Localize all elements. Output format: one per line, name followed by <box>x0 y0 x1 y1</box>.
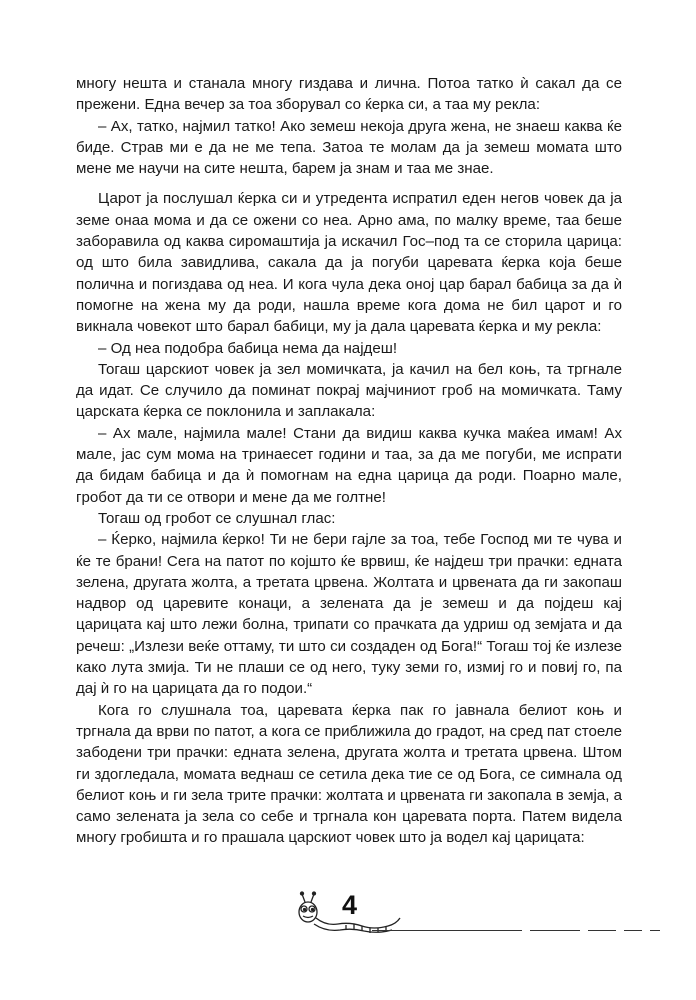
page-number: 4 <box>342 890 358 920</box>
page-footer <box>292 888 672 938</box>
footer-line <box>588 930 616 931</box>
paragraph-5: Тогаш царскиот човек ја зел момичката, ја качил на бел коњ, та тргнале да идат. Се случило да поминат покрај мајчиниот гроб на момичката. Таму царската ќерка се поклонила и заплакала: <box>76 360 622 421</box>
paragraph-3: Царот ја послушал ќерка си и утредента испратил еден негов човек да ја земе онаа мома и да се ожени со неа. Арно ама, по малку време, таа беше заборавила од каква сиромаштија ја искачил Гос–под та се сторила царица: од што била завидлива, сакала да ја погуби царевата ќерка која беше полична и погиздава од неа. И кога чула дека оној цар барал бабица за да ѝ помогне на жена му да роди, нашла време кога дома не бил царот и го викнала човекот што барал бабици, му ја дала царевата ќерка и му рекла: <box>76 190 622 336</box>
paragraph-2: – Ах, татко, најмил татко! Ако земеш некоја друга жена, не знаеш каква ќе биде. Страв ми е да не ме тепа. Затоа те молам да ја земеш момата што мене ме научи на сите нешта, барем ја знам и таа ме знае. <box>76 117 622 178</box>
paragraph-6: – Ах мале, најмила мале! Стани да видиш каква кучка маќеа имам! Ах мале, јас сум мома на тринаесет години и таа, за да ме погуби, ме испрати да бидам бабица и да ѝ помогнам на една царица да роди. Поарно мале, гробот да ти се отвори и мене да ме голтне! <box>76 424 622 506</box>
footer-line <box>650 930 660 931</box>
paragraph-8: – Ќерко, најмила ќерко! Ти не бери гајле за тоа, тебе Господ ми те чува и ќе те брани! Сега на патот по којшто ќе врвиш, ќе најдеш три прачки: едната зелена, другата жолта, а третата црвена. Жолтата и црвената да ги закопаш надвор од царевите конаци, а зелената да је земеш и да појдеш кај царицата кај што лежи болна, трипати со прачката да удриш од земјата и да речеш: „Излези веќе оттаму, ти што си создаден од Бога!“ Тогаш тој ќе излезе како лута змија. Ти не плаши се од него, туку земи го, измиј го и повиј го, па дај ѝ го на царицата да го подои.“ <box>76 531 622 698</box>
story-text <box>76 73 622 849</box>
paragraph-9: Кога го слушнала тоа, царевата ќерка пак го јавнала белиот коњ и тргнала да врви по патот, а кога се приближила до градот, на сред пат стоеле забодени три прачки: едната зелена, другата жолта и третата црвена. Штом ги здогледала, момата веднаш се сетила дека тие се од Бога, се симнала од белиот коњ и ги зела трите прачки: жолтата и црвената ги закопала в земја, а само зелената ја зела со себе и тргнала кон царевата порта. Патем видела многу гробишта и го прашала царскиот човек што ја водел кај царицата: <box>76 701 622 847</box>
footer-line <box>372 930 522 931</box>
paragraph-1: многу нешта и станала многу гиздава и лична. Потоа татко ѝ сакал да се прежени. Една вечер за тоа зборувал со ќерка си, а таа му рекла: <box>76 75 622 114</box>
paragraph-7: Тогаш од гробот се слушнал глас: <box>98 509 336 527</box>
footer-line <box>624 930 642 931</box>
paragraph-4: – Од неа подобра бабица нема да најдеш! <box>98 339 398 357</box>
footer-line <box>530 930 580 931</box>
